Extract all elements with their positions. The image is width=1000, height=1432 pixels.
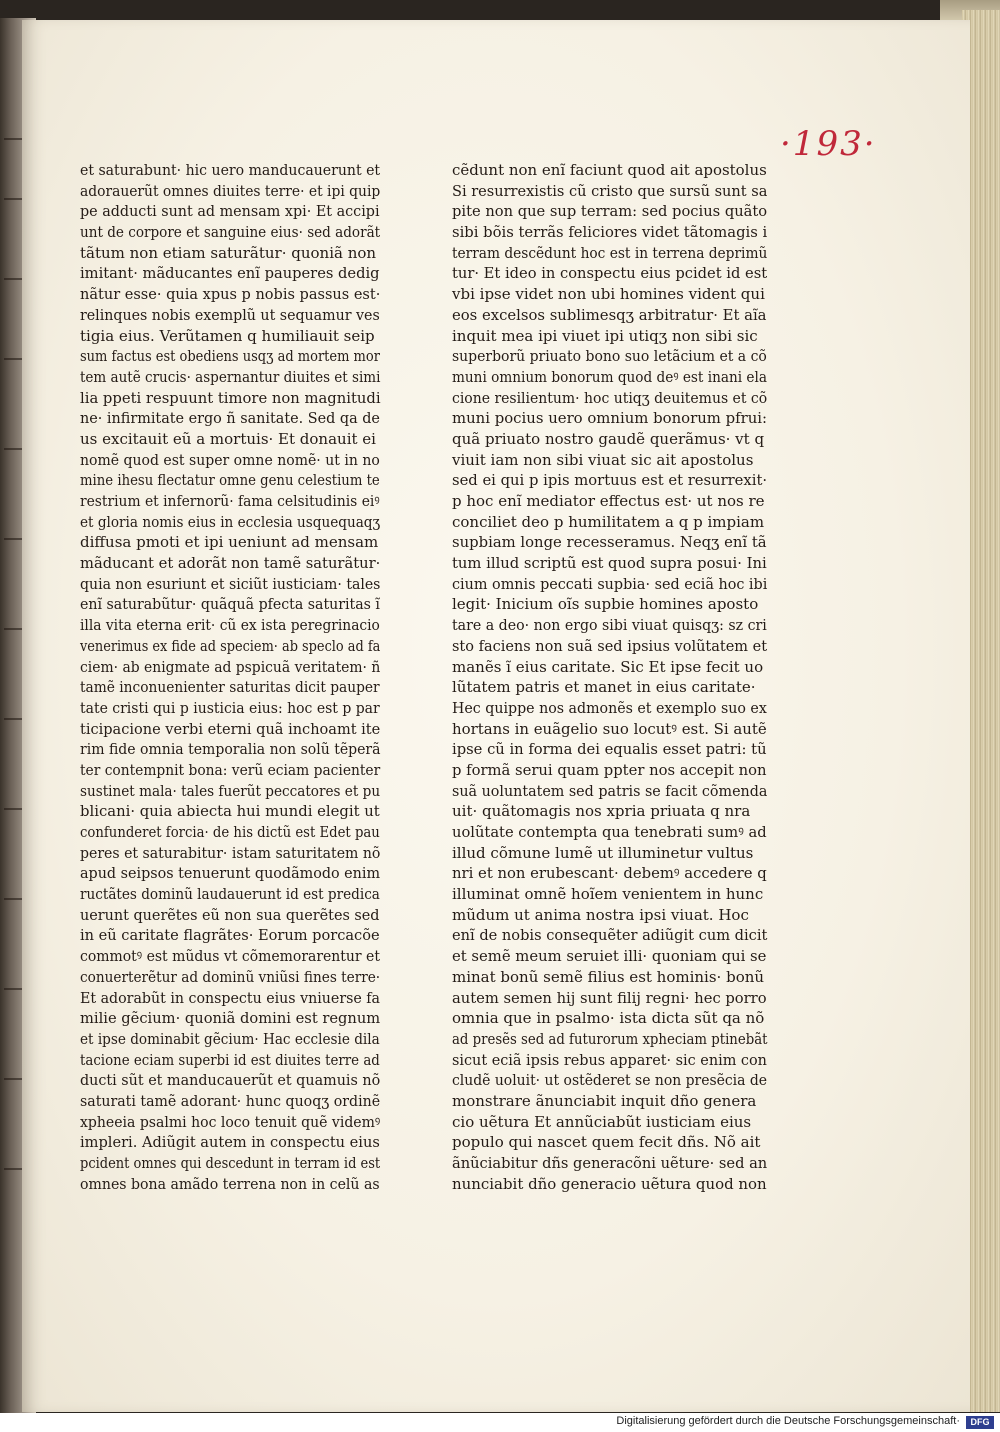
text-line: sicut eciã ipsis rebus apparet· sic enim con [452,1050,767,1069]
text-line: sed ei qui p ipis mortuus est et resurrexit· [452,471,768,490]
text-line: muni omnium bonorum quod deꝰ est inani ela [452,367,767,386]
text-line: tate cristi qui p iusticia eius: hoc est p par [80,698,380,717]
text-line: tacione eciam superbi id est diuites terre ad [80,1050,380,1069]
text-line: p hoc enĩ mediator effectus est· ut nos re [452,492,765,510]
text-line: blicani· quia abiecta hui mundi elegit ut [80,802,380,821]
text-line: vbi ipse videt non ubi homines vident qui [452,285,765,304]
left-text-column [80,160,380,1194]
text-line: sibi bõis terrãs feliciores videt tãtomagis i [452,223,768,242]
text-line: enĩ saturabũtur· quãquã pfecta saturitas ĩ [80,595,380,614]
text-line: nãtur esse· quia xpus p nobis passus est· [80,285,381,304]
text-line: cione resilientum· hoc utiqʒ deuitemus et cõ [452,388,768,407]
text-line: tigia eius. Verũtamen q humiliauit seip [80,326,375,345]
text-line: ipse cũ in forma dei equalis esset patri: tũ [452,740,767,759]
text-line: omnes bona amãdo terrena non in celũ as [80,1174,380,1193]
text-line: manẽs ĩ eius caritate. Sic Et ipse fecit uo [452,657,764,676]
text-line: ãnũciabitur dñs generacõni uẽture· sed an [452,1154,768,1172]
text-line: autem semen hij sunt filij regni· hec porro [452,988,767,1007]
text-line: tur· Et ideo in conspectu eius pcidet id est [452,264,768,283]
text-line: peres et saturabitur· istam saturitatem nõ [80,843,381,862]
text-line: quã priuato nostro gaudẽ querãmus· vt q [452,429,765,448]
text-line: confunderet forcia· de his dictũ est Edet pau [80,823,380,841]
text-line: cio uẽtura Et annũciabũt iusticiam eius [452,1112,752,1131]
text-line: Si resurrexistis cũ cristo que sursũ sunt sa [452,181,768,200]
text-line: imitant· mãducantes enĩ pauperes dedig [80,264,380,283]
text-line: uolũtate contempta qua tenebrati sumꝰ ad [452,823,767,841]
text-line: ter contempnit bona: verũ eciam pacienter [80,760,381,779]
text-line: muni pocius uero omnium bonorum pfrui: [452,409,768,428]
text-line: conciliet deo p humilitatem a q p impiam [452,512,765,531]
text-line: et semẽ meum seruiet illi· quoniam qui se [452,947,767,966]
text-line: legit· Inicium oĩs supbie homines aposto [452,595,759,614]
text-line: venerimus ex fide ad speciem· ab speclo ad fa [80,636,381,655]
text-line: mãducant et adorãt non tamẽ saturãtur· [80,554,381,573]
text-line: eos excelsos sublimesqʒ arbitratur· Et aĩa [452,305,767,324]
folio-number: ·193· [780,124,877,164]
text-line: uit· quãtomagis nos xpria priuata q nra [452,802,751,821]
text-line: tem autẽ crucis· aspernantur diuites et simi [80,367,381,386]
text-line: diffusa pmoti et ipi ueniunt ad mensam [80,533,379,552]
text-line: conuerterẽtur ad dominũ vniũsi fines terre· [80,967,381,986]
text-line: tum illud scriptũ est quod supra posui· Ini [452,554,767,573]
footer-bar [0,1413,1000,1432]
text-line: uerunt querẽtes eũ non sua querẽtes sed [80,905,380,924]
text-line: populo qui nascet quem fecit dñs. Nõ ait [452,1133,761,1152]
text-line: cium omnis peccati supbia· sed eciã hoc ibi [452,574,768,593]
text-line: ructãtes dominũ laudauerunt id est predica [80,885,380,904]
text-line: rim fide omnia temporalia non solũ tẽperã [80,740,381,759]
text-line: sum factus est obediens usqʒ ad mortem mor [80,347,380,366]
text-line: viuit iam non sibi viuat sic ait apostolus [452,450,754,469]
text-line: et saturabunt· hic uero manducauerunt et [80,161,381,179]
text-line: illa vita eterna erit· cũ ex ista peregrinacio [80,616,380,635]
text-line: pe adducti sunt ad mensam xpi· Et accipi [80,202,380,221]
text-line: omnia que in psalmo· ista dicta sũt qa nõ [452,1009,765,1028]
text-line: saturati tamẽ adorant· hunc quoqʒ ordinẽ [80,1091,381,1110]
text-line: illud cõmune lumẽ ut illuminetur vultus [452,843,754,862]
text-line: restrium et infernorũ· fama celsitudinis eiꝰ [80,492,380,510]
funding-credit: Digitalisierung gefördert durch die Deutsche Forschungsgemeinschaft· [616,1415,960,1427]
text-line: ticipacione verbi eterni quã inchoamt ite [80,719,381,738]
text-line: tãtum non etiam saturãtur· quoniã non [80,243,377,262]
text-line: nomẽ quod est super omne nomẽ· ut in no [80,450,380,469]
text-line: lũtatem patris et manet in eius caritate· [452,678,756,697]
text-line: suã uoluntatem sed patris se facit cõmenda [452,781,768,800]
text-line: monstrare ãnunciabit inquit dño genera [452,1091,757,1110]
text-line: Et adorabũt in conspectu eius vniuerse fa [80,988,381,1007]
text-line: ne· infirmitate ergo ñ sanitate. Sed qa de [80,409,380,428]
text-line: quia non esuriunt et siciũt iusticiam· tales [80,574,381,593]
text-line: tamẽ inconuenienter saturitas dicit pauper [80,678,380,697]
text-line: cẽdunt non enĩ faciunt quod ait apostolus [452,161,767,179]
right-text-column [452,160,767,1194]
text-line: p formã serui quam ppter nos accepit non [452,760,767,779]
text-line: hortans in euãgelio suo locutꝰ est. Si autẽ [452,719,767,738]
text-line: ciem· ab enigmate ad pspicuã veritatem· ñ [80,657,381,676]
text-line: impleri. Adiũgit autem in conspectu eius [80,1133,380,1152]
text-line: lia ppeti respuunt timore non magnitudi [80,388,381,407]
text-line: xpheeia psalmi hoc loco tenuit quẽ videmꝰ [80,1112,381,1131]
text-line: mũdum ut anima nostra ipsi viuat. Hoc [452,905,749,924]
text-line: sto faciens non suã sed ipsius volũtatem et [452,636,768,655]
text-line: in eũ caritate flagrãtes· Eorum porcacõe [80,926,380,945]
text-line: nri et non erubescant· debemꝰ accedere q [452,864,767,883]
text-line: commotꝰ est mũdus vt cõmemorarentur et [80,947,380,966]
text-line: pite non que sup terram: sed pocius quãto [452,202,768,221]
text-line: milie gẽcium· quoniã domini est regnum [80,1009,381,1028]
text-line: pcident omnes qui descedunt in terram id est [80,1154,381,1172]
text-line: illuminat omnẽ hoĩem venientem in hunc [452,885,764,904]
text-line: tare a deo· non ergo sibi viuat quisqʒ: sz cri [452,616,767,635]
text-line: Hec quippe nos admonẽs et exemplo suo ex [452,698,767,717]
text-line: adorauerũt omnes diuites terre· et ipi quip [80,181,381,200]
text-line: us excitauit eũ a mortuis· Et donauit ei [80,429,376,448]
text-line: apud seipsos tenuerunt quodãmodo enim [80,864,381,883]
text-line: ducti sũt et manducauerũt et quamuis nõ [80,1071,381,1090]
text-line: sustinet mala· tales fuerũt peccatores et pu [80,781,381,800]
dfg-logo: DFG [966,1416,994,1429]
text-line: superborũ priuato bono suo letãcium et a cõ [452,347,767,366]
text-line: mine ihesu flectatur omne genu celestium te [80,471,380,490]
text-line: nunciabit dño generacio uẽtura quod non [452,1174,767,1193]
text-line: terram descẽdunt hoc est in terrena deprimũ [452,243,768,262]
text-line: et ipse dominabit gẽcium· Hac ecclesie dila [80,1029,380,1048]
text-line: minat bonũ semẽ filius est hominis· bonũ [452,967,765,986]
text-line: cludẽ uoluit· ut ostẽderet se non presẽcia de [452,1071,768,1090]
text-line: ad presẽs sed ad futurorum xpheciam ptinebãt [452,1029,768,1048]
text-line: inquit mea ipi viuet ipi utiqʒ non sibi sic [452,326,758,345]
text-line: enĩ de nobis consequẽter adiũgit cum dicit [452,926,768,945]
text-line: supbiam longe recesseramus. Neqʒ enĩ tã [452,533,767,552]
text-line: relinques nobis exemplũ ut sequamur ves [80,305,380,324]
text-line: unt de corpore et sanguine eius· sed adorãt [80,223,381,242]
text-line: et gloria nomis eius in ecclesia usquequaqʒ [80,512,381,531]
